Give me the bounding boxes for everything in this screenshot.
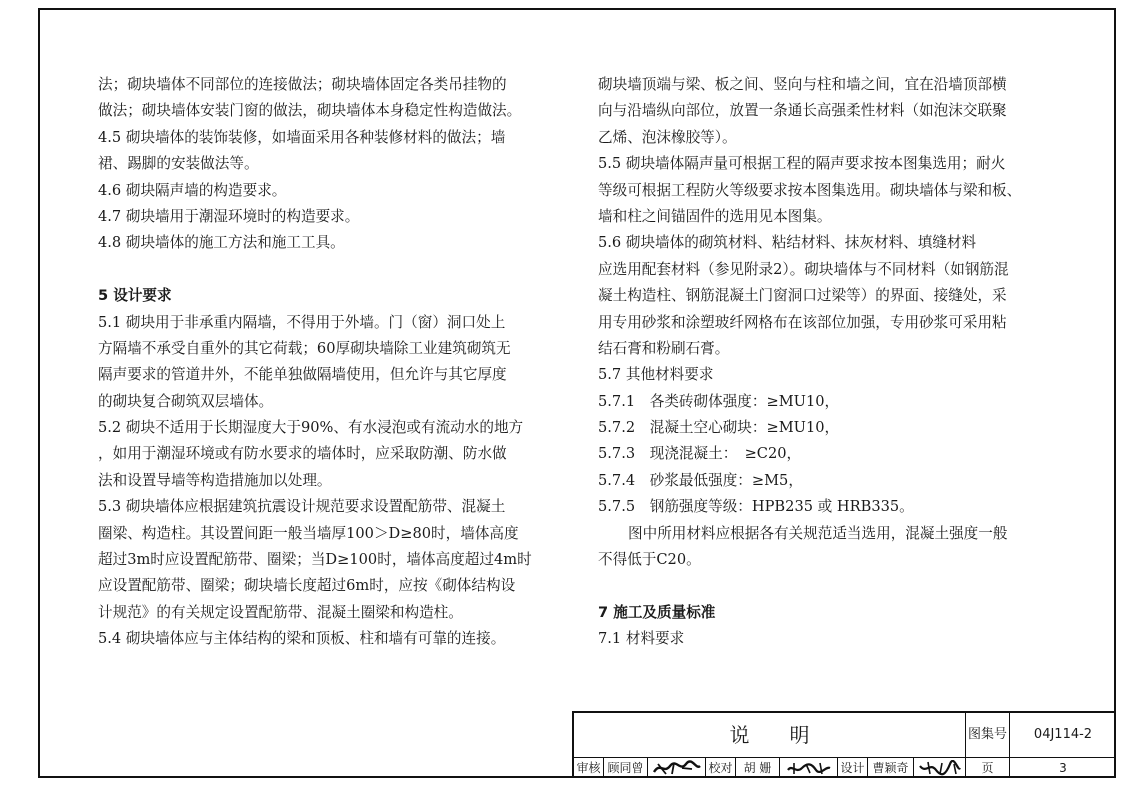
text-line: 计规范》的有关规定设置配筋带、混凝土圈梁和构造柱。 bbox=[98, 603, 463, 621]
atlas-number: 04J114-2 bbox=[1033, 727, 1093, 742]
text-line: 5.5 砌块墙体隔声量可根据工程的隔声要求按本图集选用；耐火 bbox=[598, 155, 1006, 173]
section-heading: 7 施工及质量标准 bbox=[598, 603, 716, 621]
review-label: 审核 bbox=[574, 758, 604, 778]
text-line: 裙、踢脚的安装做法等。 bbox=[98, 155, 259, 173]
text-line: 4.6 砌块隔声墙的构造要求。 bbox=[98, 181, 287, 199]
text-line: 方隔墙不承受自重外的其它荷载；60厚砌块墙除工业建筑砌筑无 bbox=[98, 339, 511, 357]
text-line: 应设置配筋带、圈梁；砌块墙长度超过6m时，应按《砌体结构设 bbox=[98, 577, 516, 595]
blank-line bbox=[598, 573, 1038, 599]
text-line: 5.4 砌块墙体应与主体结构的梁和顶板、柱和墙有可靠的连接。 bbox=[98, 630, 506, 648]
signature-mark-icon bbox=[918, 760, 962, 776]
text-line: 5.7.4 砂浆最低强度：≥M5， bbox=[598, 471, 803, 489]
text-line: 5.3 砌块墙体应根据建筑抗震设计规范要求设置配筋带、混凝土 bbox=[98, 498, 506, 516]
text-line: 5.7.5 钢筋强度等级：HPB235 或 HRB335。 bbox=[598, 498, 914, 516]
checker-signature bbox=[780, 758, 838, 778]
title-block bbox=[572, 711, 1116, 778]
text-line: 的砌块复合砌筑双层墙体。 bbox=[98, 392, 274, 410]
section-heading: 5 设计要求 bbox=[98, 287, 172, 305]
text-line: 等级可根据工程防火等级要求按本图集选用。砌块墙体与梁和板、 bbox=[598, 181, 1022, 199]
text-line: 用专用砂浆和涂塑玻纤网格布在该部位加强，专用砂浆可采用粘 bbox=[598, 313, 1007, 331]
reviewer-signature bbox=[648, 758, 706, 778]
text-line: 向与沿墙纵向部位，放置一条通长高强柔性材料（如泡沫交联聚 bbox=[598, 102, 1007, 120]
text-line: 隔声要求的管道井外，不能单独做隔墙使用，但允许与其它厚度 bbox=[98, 366, 507, 384]
designer-signature bbox=[914, 758, 966, 778]
check-label: 校对 bbox=[706, 758, 736, 778]
right-text-column bbox=[598, 72, 1038, 653]
text-line: ，如用于潮湿环境或有防水要求的墙体时，应采取防潮、防水做 bbox=[98, 445, 507, 463]
reviewer-name: 顾同曾 bbox=[604, 758, 648, 778]
text-line: 4.8 砌块墙体的施工方法和施工工具。 bbox=[98, 234, 345, 252]
text-line: 做法；砌块墙体安装门窗的做法，砌块墙体本身稳定性构造做法。 bbox=[98, 102, 522, 120]
title-block-top-row bbox=[574, 713, 1116, 758]
text-line: 7.1 材料要求 bbox=[598, 630, 685, 648]
text-line: 5.1 砌块用于非承重内隔墙，不得用于外墙。门（窗）洞口处上 bbox=[98, 313, 506, 331]
text-line: 5.7.1 各类砖砌体强度：≥MU10， bbox=[598, 392, 840, 410]
designer-name: 曹颖奇 bbox=[868, 758, 914, 778]
text-line: 结石膏和粉刷石膏。 bbox=[598, 339, 730, 357]
signature-mark-icon bbox=[652, 760, 702, 776]
text-line: 凝土构造柱、钢筋混凝土门窗洞口过梁等）的界面、接缝处，采 bbox=[598, 287, 1007, 305]
text-line: 5.2 砌块不适用于长期湿度大于90%、有水浸泡或有流动水的地方 bbox=[98, 419, 524, 437]
text-line: 5.6 砌块墙体的砌筑材料、粘结材料、抹灰材料、填缝材料 bbox=[598, 234, 977, 252]
text-line: 墙和柱之间锚固件的选用见本图集。 bbox=[598, 207, 832, 225]
page-label: 页 bbox=[966, 758, 1010, 778]
blank-line bbox=[98, 257, 534, 283]
text-line: 5.7.3 现浇混凝土： ≥C20， bbox=[598, 445, 802, 463]
signature-mark-icon bbox=[786, 760, 832, 776]
drawing-title: 说明 bbox=[574, 713, 966, 757]
text-line: 砌块墙顶端与梁、板之间、竖向与柱和墙之间，宜在沿墙顶部横 bbox=[598, 76, 1007, 93]
text-line: 应选用配套材料（参见附录2）。砌块墙体与不同材料（如钢筋混 bbox=[598, 260, 1009, 278]
text-line: 图中所用材料应根据各有关规范适当选用，混凝土强度一般 bbox=[628, 524, 1008, 542]
text-line: 4.7 砌块墙用于潮湿环境时的构造要求。 bbox=[98, 207, 360, 225]
text-line: 法和设置导墙等构造措施加以处理。 bbox=[98, 471, 332, 489]
text-line: 乙烯、泡沫橡胶等）。 bbox=[598, 128, 737, 146]
text-line: 5.7.2 混凝土空心砌块：≥MU10， bbox=[598, 419, 840, 437]
text-line: 圈梁、构造柱。其设置间距一般当墙厚100＞D≥80时，墙体高度 bbox=[98, 524, 519, 542]
left-text-column bbox=[98, 72, 534, 653]
page-number: 3 bbox=[1059, 761, 1067, 775]
design-label: 设计 bbox=[838, 758, 868, 778]
text-line: 超过3m时应设置配筋带、圈梁；当D≥100时，墙体高度超过4m时 bbox=[98, 551, 532, 569]
checker-name: 胡 姗 bbox=[736, 758, 780, 778]
text-line: 法；砌块墙体不同部位的连接做法；砌块墙体固定各类吊挂物的 bbox=[98, 76, 507, 93]
title-block-bottom-row bbox=[574, 758, 1116, 778]
text-line: 不得低于C20。 bbox=[598, 551, 701, 569]
text-line: 5.7 其他材料要求 bbox=[598, 366, 714, 384]
text-line: 4.5 砌块墙体的装饰装修，如墙面采用各种装修材料的做法；墙 bbox=[98, 128, 506, 146]
atlas-number-label: 图集号 bbox=[966, 713, 1010, 757]
